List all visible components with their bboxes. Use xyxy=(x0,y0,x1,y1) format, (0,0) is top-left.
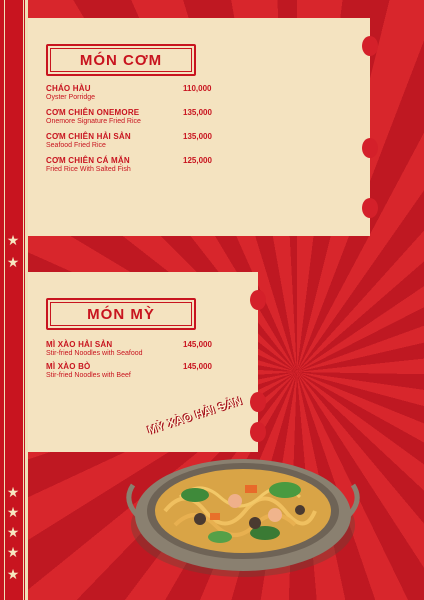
item-price: 145,000 xyxy=(183,362,212,371)
item-price: 110,000 xyxy=(183,84,212,93)
left-decor-strip xyxy=(0,0,28,600)
item-price: 145,000 xyxy=(183,340,212,349)
item-desc: Onemore Signature Fried Rice xyxy=(46,118,141,125)
noodle-dish-image xyxy=(125,415,360,580)
item-desc: Seafood Fried Rice xyxy=(46,142,106,149)
menu-item xyxy=(46,362,246,379)
ticket-notch xyxy=(362,36,378,56)
star-icon: ★ xyxy=(6,567,20,583)
star-icon: ★ xyxy=(6,485,20,501)
menu-section-rice xyxy=(28,18,370,236)
item-price: 135,000 xyxy=(183,108,212,117)
star-icon: ★ xyxy=(6,525,20,541)
menu-item xyxy=(46,340,246,357)
item-name: MÌ XÀO HẢI SẢN xyxy=(46,340,113,349)
item-desc: Stir-fried Noodles with Beef xyxy=(46,372,131,379)
item-desc: Oyster Porridge xyxy=(46,94,96,101)
item-desc: Fried Rice With Salted Fish xyxy=(46,166,131,173)
item-price: 135,000 xyxy=(183,132,212,141)
star-icon: ★ xyxy=(6,505,20,521)
menu-item xyxy=(46,132,246,149)
section-title: MÓN MỲ xyxy=(87,305,155,323)
menu-item xyxy=(46,84,246,101)
ticket-notch xyxy=(250,290,266,310)
ticket-notch xyxy=(362,198,378,218)
star-icon: ★ xyxy=(6,233,20,249)
item-name: CHÁO HÀU xyxy=(46,84,91,93)
item-name: MÌ XÀO BÒ xyxy=(46,362,91,371)
ticket-notch xyxy=(250,392,266,412)
star-icon: ★ xyxy=(6,545,20,561)
section-title-box xyxy=(46,44,196,76)
ticket-notch xyxy=(362,138,378,158)
section-title: MÓN CƠM xyxy=(79,51,163,69)
star-icon: ★ xyxy=(6,255,20,271)
section-title-box xyxy=(46,298,196,330)
item-name: CƠM CHIÊN HẢI SẢN xyxy=(46,132,131,141)
item-desc: Stir-fried Noodles with Seafood xyxy=(46,350,143,357)
featured-dish-label: MỲ XÀO HẢI SẢN xyxy=(146,395,244,437)
item-name: CƠM CHIÊN ONEMORE xyxy=(46,108,140,117)
menu-item xyxy=(46,108,246,125)
item-price: 125,000 xyxy=(183,156,212,165)
item-name: CƠM CHIÊN CÁ MẶN xyxy=(46,156,130,165)
menu-item xyxy=(46,156,246,173)
